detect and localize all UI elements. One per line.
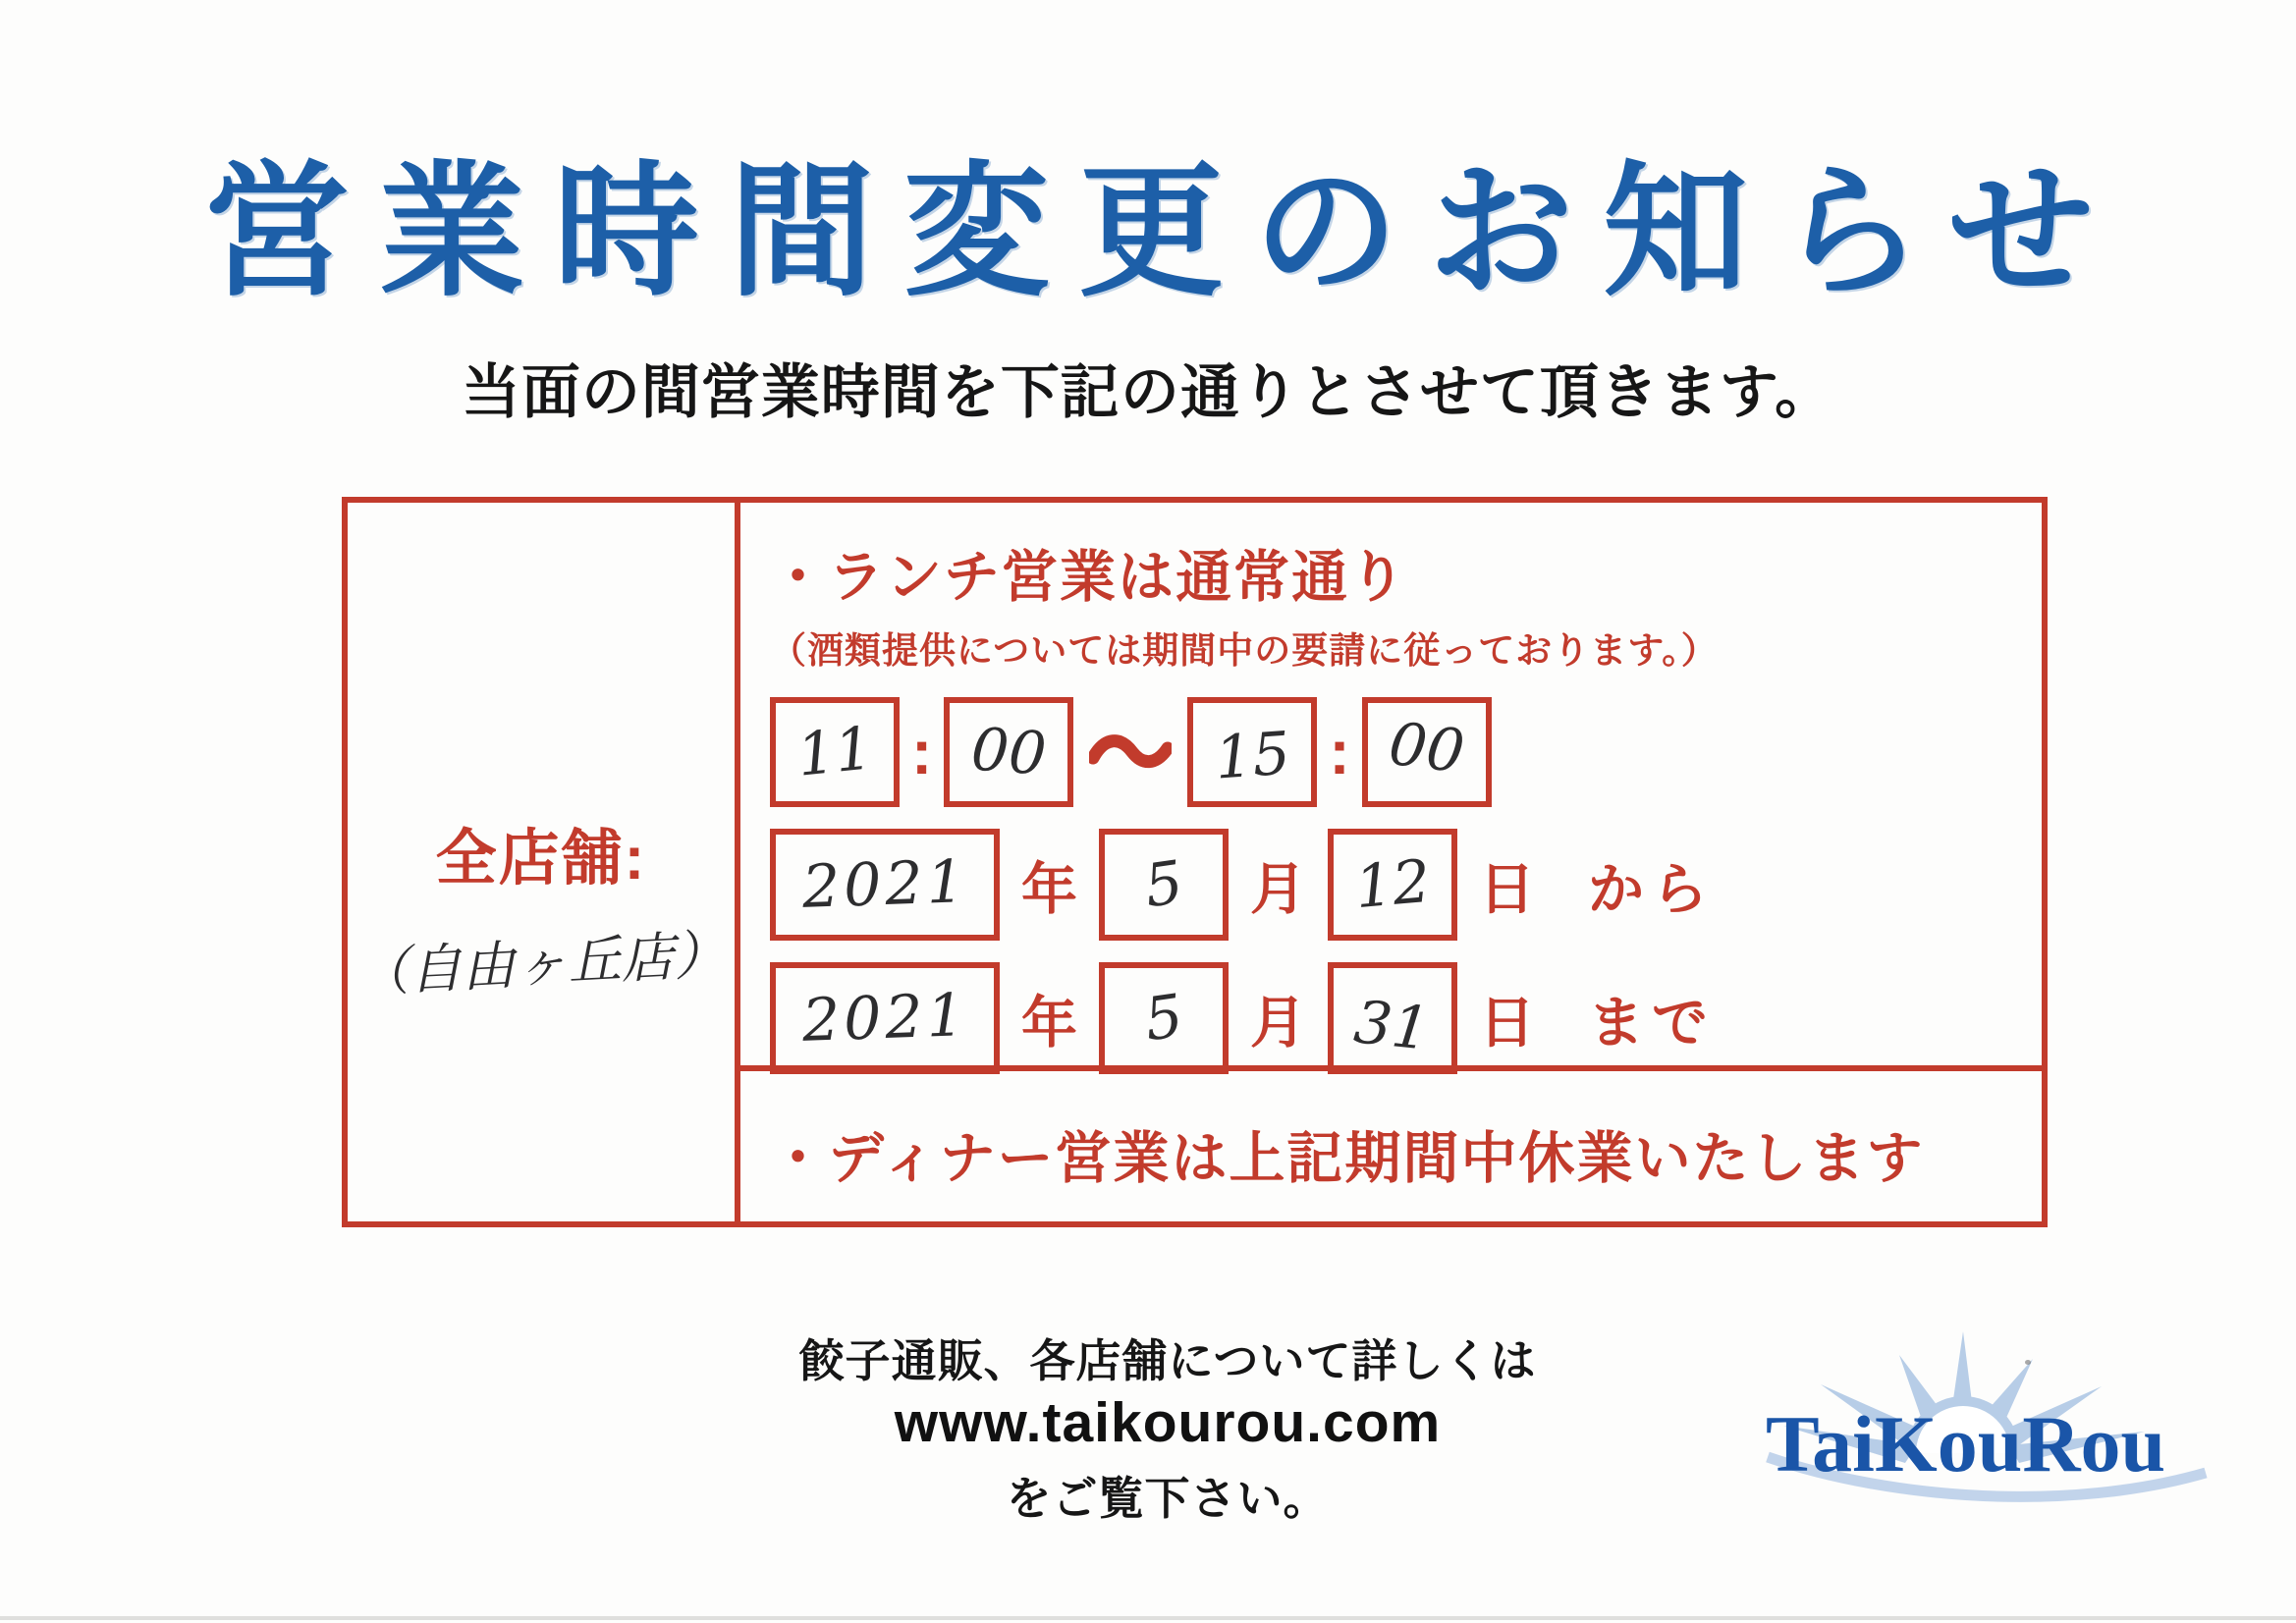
- lunch-cell: [740, 503, 2042, 1065]
- scan-edge-artifact: [0, 1616, 2296, 1620]
- website-url: www.taikourou.com: [894, 1391, 1442, 1454]
- store-cell: [348, 503, 740, 1221]
- end-hour-value: 15: [1213, 719, 1293, 793]
- notice-subtitle: 当面の間営業時間を下記の通りとさせて頂きます。: [461, 359, 1835, 425]
- store-name-handwritten: （自由ヶ丘店）: [354, 923, 729, 1004]
- to-day-box: [1328, 962, 1457, 1074]
- to-suffix: まで: [1588, 992, 1716, 1055]
- to-month-box: [1099, 962, 1229, 1074]
- start-minute-box: [944, 697, 1073, 807]
- day-unit-label: 日: [1479, 992, 1535, 1055]
- lunch-note: （酒類提供については期間中の要請に従っております。）: [770, 630, 1719, 671]
- year-unit-label: 年: [1021, 992, 1077, 1055]
- footer-note-line3: をご覧下さい。: [1006, 1473, 1330, 1524]
- brand-logo: [1756, 1324, 2217, 1544]
- year-unit-label: 年: [1021, 858, 1077, 921]
- to-year-value: 2021: [800, 981, 969, 1055]
- start-hour-value: 11: [793, 714, 876, 790]
- scan-speck-artifact: [2025, 1360, 2031, 1365]
- to-month-value: 5: [1140, 981, 1187, 1055]
- schedule-right-column: [740, 503, 2042, 1221]
- from-suffix: から: [1588, 858, 1716, 921]
- tilde-icon: [1089, 730, 1172, 774]
- month-unit-label: 月: [1250, 992, 1306, 1055]
- to-day-value: 31: [1350, 988, 1433, 1064]
- store-label: 全店舗:: [435, 825, 647, 893]
- from-month-box: [1099, 829, 1229, 941]
- to-year-box: [770, 962, 1000, 1074]
- from-year-value: 2021: [800, 847, 969, 922]
- start-minute-value: 00: [968, 715, 1049, 789]
- end-hour-box: [1187, 697, 1317, 807]
- time-colon: :: [911, 717, 933, 787]
- footer-note-line1: 餃子通販、各店舗について詳しくは: [798, 1335, 1537, 1386]
- lunch-heading: ・ランチ営業は通常通り: [770, 546, 1407, 609]
- start-hour-box: [770, 697, 900, 807]
- from-year-box: [770, 829, 1000, 941]
- day-unit-label: 日: [1479, 858, 1535, 921]
- from-month-value: 5: [1140, 847, 1187, 922]
- schedule-table: [342, 497, 2048, 1227]
- from-day-box: [1328, 829, 1457, 941]
- lunch-hours-row: [770, 697, 2042, 807]
- from-day-value: 12: [1351, 846, 1434, 923]
- period-from-row: [770, 829, 2042, 941]
- period-to-row: [770, 962, 2042, 1074]
- notice-title: 営業時間変更のお知らせ: [204, 151, 2123, 313]
- logo-text: TaiKouRou: [1766, 1399, 2166, 1488]
- dinner-heading: ・ディナー営業は上記期間中休業いたします: [770, 1126, 1925, 1190]
- time-colon: :: [1329, 717, 1350, 787]
- dinner-cell: [740, 1065, 2042, 1221]
- month-unit-label: 月: [1250, 858, 1306, 921]
- end-minute-value: 00: [1385, 709, 1469, 787]
- end-minute-box: [1362, 697, 1492, 807]
